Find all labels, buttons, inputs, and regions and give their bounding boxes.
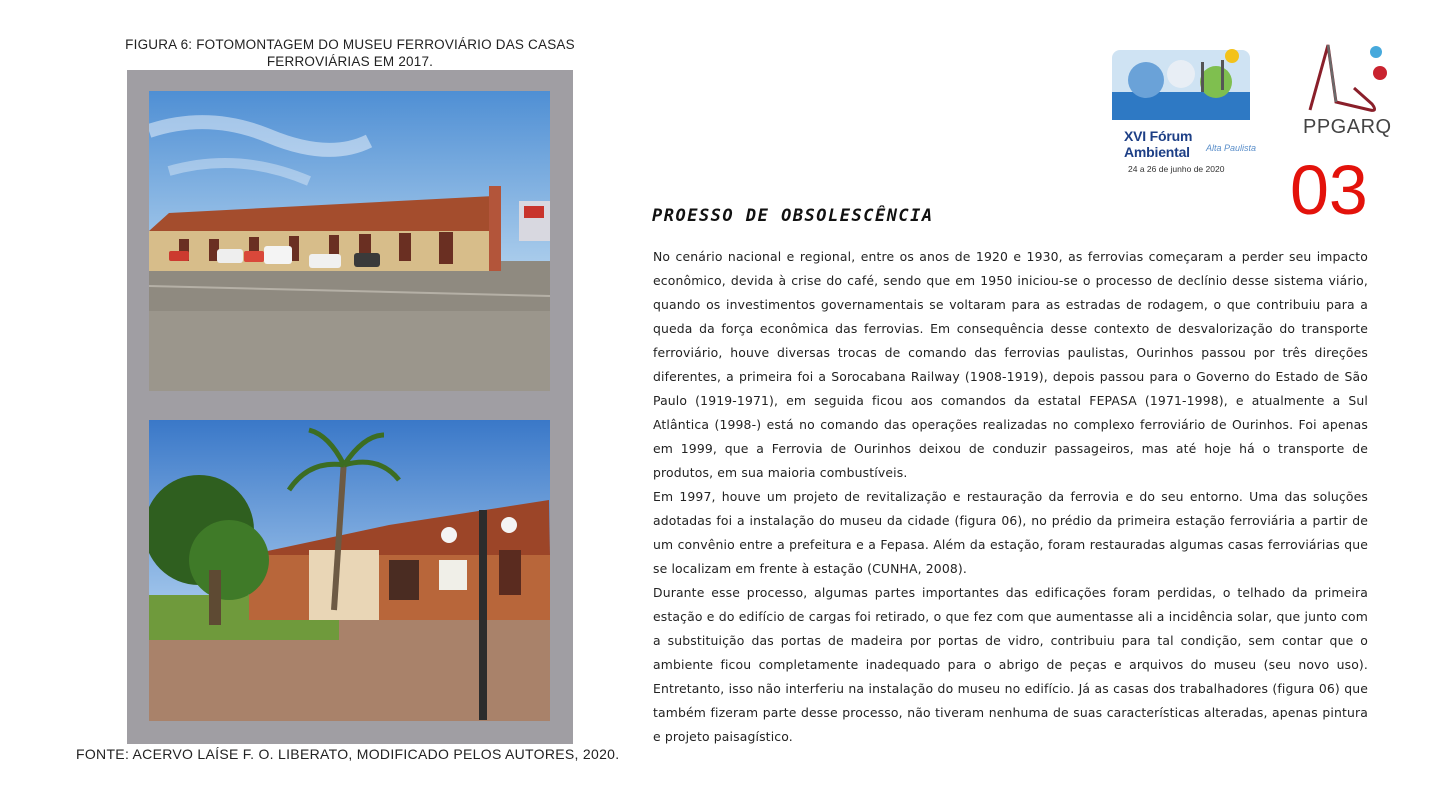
figure-caption: FIGURA 6: FOTOMONTAGEM DO MUSEU FERROVIÁRIO DAS CASAS FERROVIÁRIAS EM 2017. xyxy=(125,37,575,69)
railway-houses-photo xyxy=(149,420,550,721)
forum-dates: 24 a 26 de junho de 2020 xyxy=(1128,164,1225,174)
section-title: PROESSO DE OBSOLESCÊNCIA xyxy=(652,206,934,226)
paragraph-1: No cenário nacional e regional, entre os anos de 1920 e 1930, as ferrovias começaram a perder seu impacto econômico, devida à crise do café, sendo que em 1950 iniciou-se o processo de declínio desse sistema viário, quando os investimentos governamentais se voltaram para as estradas de rodagem, o que contribuiu para a queda da força econômica das ferrovias. Em consequência desse contexto de desvalorização do transporte ferroviário, houve diversas trocas de comando das ferrovias paulistas, Ourinhos passou por três direções diferentes, a primeira foi a Sorocabana Railway (1908-1919), depois passou para o Governo do Estado de São Paulo (1919-1971), em seguida ficou aos comandos da estatal FEPASA (1971-1998), e atualmente a Sul Atlântica (1998-) está no comando das operações realizadas no complexo ferroviário de Ourinhos. Foi apenas em 1999, que a Ferrovia de Ourinhos deixou de conduzir passageiros, mas até hoje há o transporte de produtos, em sua maioria combustíveis. xyxy=(653,249,1368,480)
ppgarq-label: PPGARQ xyxy=(1303,116,1392,138)
forum-title: XVI Fórum Ambiental xyxy=(1124,128,1193,160)
page-number: 03 xyxy=(1290,151,1368,229)
body-text xyxy=(653,245,1368,749)
paragraph-2: Em 1997, houve um projeto de revitalização e restauração da ferrovia e do seu entorno. Uma das soluções adotadas foi a instalação do museu da cidade (figura 06), no prédio da primeira estação ferroviária a partir de um convênio entre a prefeitura e a Fepasa. Além da estação, foram restauradas algumas casas ferroviárias que se localizam em frente à estação (CUNHA, 2008). xyxy=(653,489,1368,576)
forum-subtitle: Alta Paulista xyxy=(1206,143,1257,153)
figure-source: FONTE: ACERVO LAÍSE F. O. LIBERATO, MODIFICADO PELOS AUTORES, 2020. xyxy=(76,746,620,762)
paragraph-3: Durante esse processo, algumas partes importantes das edificações foram perdidas, o telhado da primeira estação e do edifício de cargas foi retirado, o que fez com que aumentasse ali a incidência solar, que junto com a substituição das portas de madeira por portas de vidro, contribuiu para tal condição, sem contar que o ambiente ficou completamente inadequado para o abrigo de peças e arquivos do museu (seu novo uso). Entretanto, isso não interferiu na instalação do museu no edifício. Já as casas dos trabalhadores (figura 06) que também fizeram parte desse processo, não tiveram nenhuma de suas características alteradas, apenas pintura e projeto paisagístico. xyxy=(653,585,1368,744)
photo-montage-frame xyxy=(127,70,573,744)
railway-museum-photo xyxy=(149,91,550,391)
